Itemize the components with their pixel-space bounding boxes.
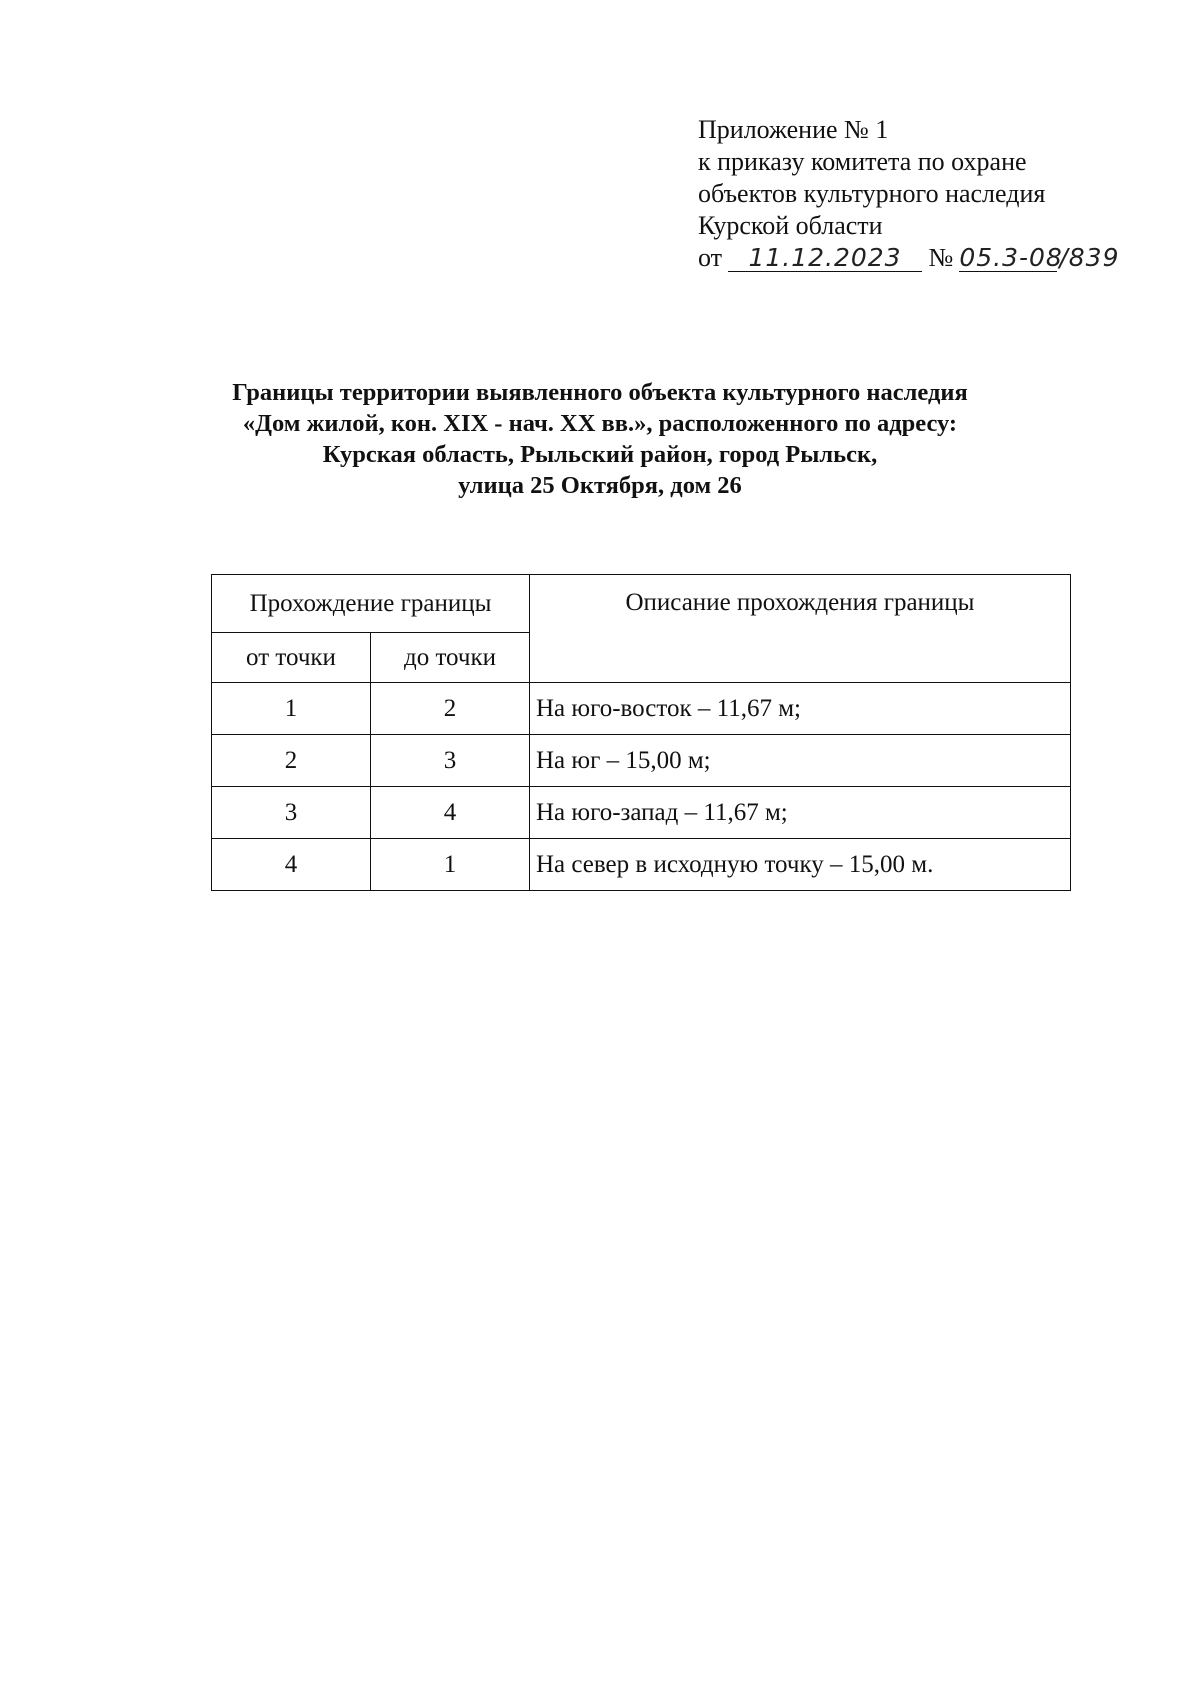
from-header-cell: от точки — [212, 633, 371, 683]
from-cell: 1 — [212, 683, 371, 735]
description-cell: На север в исходную точку – 15,00 м. — [530, 839, 1071, 891]
order-date-number-line — [698, 242, 1119, 274]
title-line: «Дом жилой, кон. XIX - нач. XX вв.», расположенного по адресу: — [242, 410, 958, 437]
appendix-line: Приложение № 1 — [698, 115, 889, 144]
appendix-line: Курской области — [698, 211, 883, 240]
description-header-cell: Описание прохождения границы — [530, 575, 1071, 683]
description-cell: На юг – 15,00 м; — [530, 735, 1071, 787]
handwritten-date: 11.12.2023 — [728, 245, 922, 272]
table-row — [212, 787, 1071, 839]
group-header-cell: Прохождение границы — [212, 575, 530, 633]
document-title — [150, 377, 1050, 501]
appendix-block — [698, 114, 1119, 274]
boundary-table — [211, 574, 1071, 891]
date-prefix: от — [698, 243, 723, 272]
description-cell: На юго-запад – 11,67 м; — [530, 787, 1071, 839]
to-cell: 1 — [371, 839, 530, 891]
handwritten-number-suffix: /839 — [1059, 243, 1120, 272]
number-prefix: № — [928, 243, 954, 272]
table-row — [212, 683, 1071, 735]
to-header-cell: до точки — [371, 633, 530, 683]
to-cell: 4 — [371, 787, 530, 839]
table-row — [212, 839, 1071, 891]
table-row — [212, 735, 1071, 787]
title-line: улица 25 Октября, дом 26 — [458, 472, 742, 499]
from-cell: 3 — [212, 787, 371, 839]
description-cell: На юго-восток – 11,67 м; — [530, 683, 1071, 735]
title-line: Границы территории выявленного объекта культурного наследия — [232, 379, 968, 406]
appendix-line: объектов культурного наследия — [698, 179, 1046, 208]
title-line: Курская область, Рыльский район, город Рыльск, — [322, 441, 878, 468]
appendix-line: к приказу комитета по охране — [698, 147, 1027, 176]
handwritten-number: 05.3-08 — [959, 243, 1063, 272]
to-cell: 2 — [371, 683, 530, 735]
from-cell: 4 — [212, 839, 371, 891]
from-cell: 2 — [212, 735, 371, 787]
table-header-row — [212, 575, 1071, 633]
to-cell: 3 — [371, 735, 530, 787]
